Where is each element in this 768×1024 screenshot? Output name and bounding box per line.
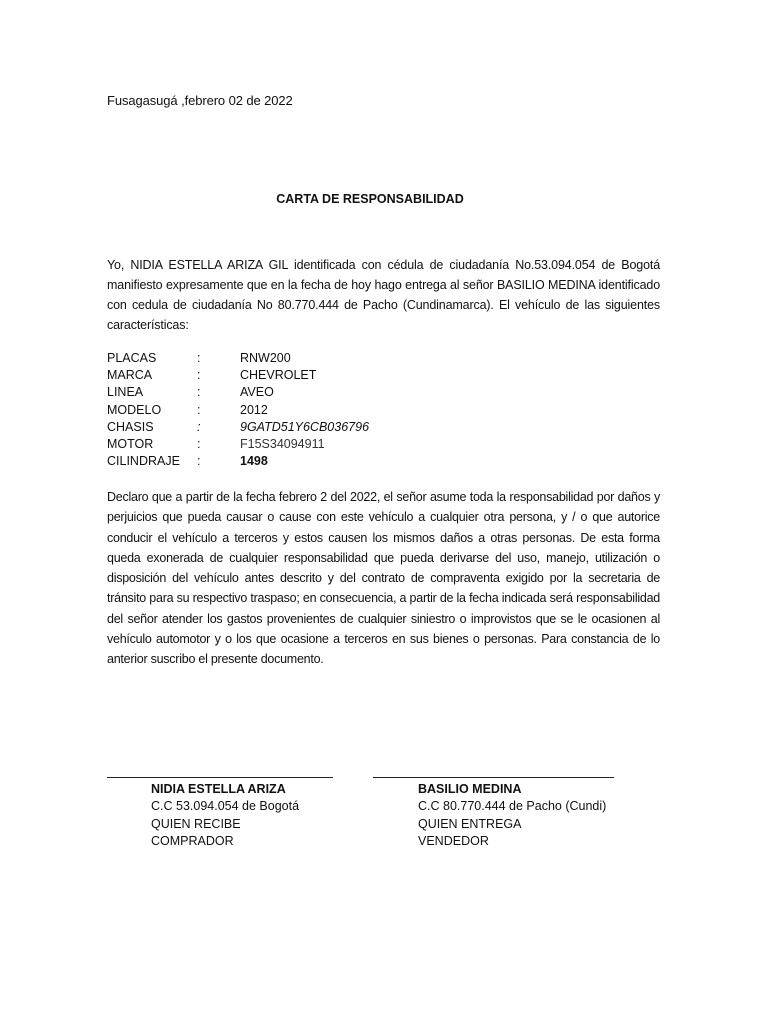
spec-value: AVEO [240, 385, 274, 400]
intro-paragraph: Yo, NIDIA ESTELLA ARIZA GIL identificada con cédula de ciudadanía No.53.094.054 de Bogotá manifiesto expresamente que en la fecha de hoy hago entrega al señor BASILIO MEDINA identificado con cedula de ciudadanía No 80.770.444 de Pacho (Cundinamarca). El vehículo de las siguientes características: [107, 258, 660, 332]
spec-label: MOTOR [107, 437, 154, 452]
signature-block-buyer [151, 781, 299, 850]
spec-label: PLACAS [107, 350, 157, 365]
signer-id: C.C 80.770.444 de Pacho (Cundi) [418, 799, 607, 814]
spec-separator: : [197, 402, 201, 417]
spec-label: CILINDRAJE [107, 454, 180, 469]
spec-row-motor [107, 435, 467, 452]
signer-name: BASILIO MEDINA [418, 782, 522, 796]
signature-line-buyer [107, 777, 333, 778]
declaration-paragraph: Declaro que a partir de la fecha febrero 2 del 2022, el señor asume toda la responsabilidad por daños y perjuicios que pueda causar o cause con este vehículo a cualquier otra persona, y / o que autorice conducir el vehículo a terceros y estos causen los mismos daños a otras personas. De esta forma queda exonerada de cualquier responsabilidad que pueda derivarse del uso, manejo, utilización o disposición del vehículo antes descrito y del contrato de compraventa exigido por la secretaria de tránsito para su respectivo traspaso; en consecuencia, a partir de la fecha indicada será responsabilidad del señor atender los gastos provenientes de cualquier siniestro o improvistos que se le ocasionen al vehículo automotor y o los que ocasione a terceros en sus bienes o personas. Para constancia de lo anterior suscribo el presente documento. [107, 490, 660, 667]
spec-label: MARCA [107, 367, 153, 382]
spec-separator: : [197, 419, 201, 434]
spec-label: CHASIS [107, 419, 154, 434]
document-title: CARTA DE RESPONSABILIDAD [276, 192, 464, 206]
spec-label: LINEA [107, 385, 144, 400]
signer-title: COMPRADOR [151, 833, 234, 848]
spec-label: MODELO [107, 402, 162, 417]
date-line: Fusagasugá ,febrero 02 de 2022 [107, 93, 293, 108]
spec-separator: : [197, 437, 201, 452]
spec-separator: : [197, 350, 201, 365]
spec-row-linea [107, 384, 467, 401]
spec-separator: : [197, 454, 201, 469]
spec-row-placas [107, 349, 467, 366]
spec-row-chasis [107, 418, 467, 435]
spec-row-cilindraje [107, 453, 467, 470]
spec-value: 9GATD51Y6CB036796 [240, 419, 370, 434]
spec-value: 1498 [240, 454, 268, 469]
spec-separator: : [197, 367, 201, 382]
vehicle-specs-table [107, 349, 467, 470]
spec-row-marca [107, 366, 467, 383]
signer-title: VENDEDOR [418, 833, 489, 848]
spec-value: 2012 [240, 402, 268, 417]
spec-row-modelo [107, 401, 467, 418]
spec-value: F15S34094911 [240, 437, 325, 452]
spec-separator: : [197, 385, 201, 400]
signature-block-seller [418, 781, 606, 850]
signature-line-seller [373, 777, 614, 778]
spec-value: CHEVROLET [240, 367, 317, 382]
signer-role: QUIEN RECIBE [151, 816, 241, 831]
signer-name: NIDIA ESTELLA ARIZA [151, 782, 286, 796]
signer-role: QUIEN ENTREGA [418, 816, 522, 831]
spec-value: RNW200 [240, 350, 291, 365]
signer-id: C.C 53.094.054 de Bogotá [151, 799, 300, 814]
